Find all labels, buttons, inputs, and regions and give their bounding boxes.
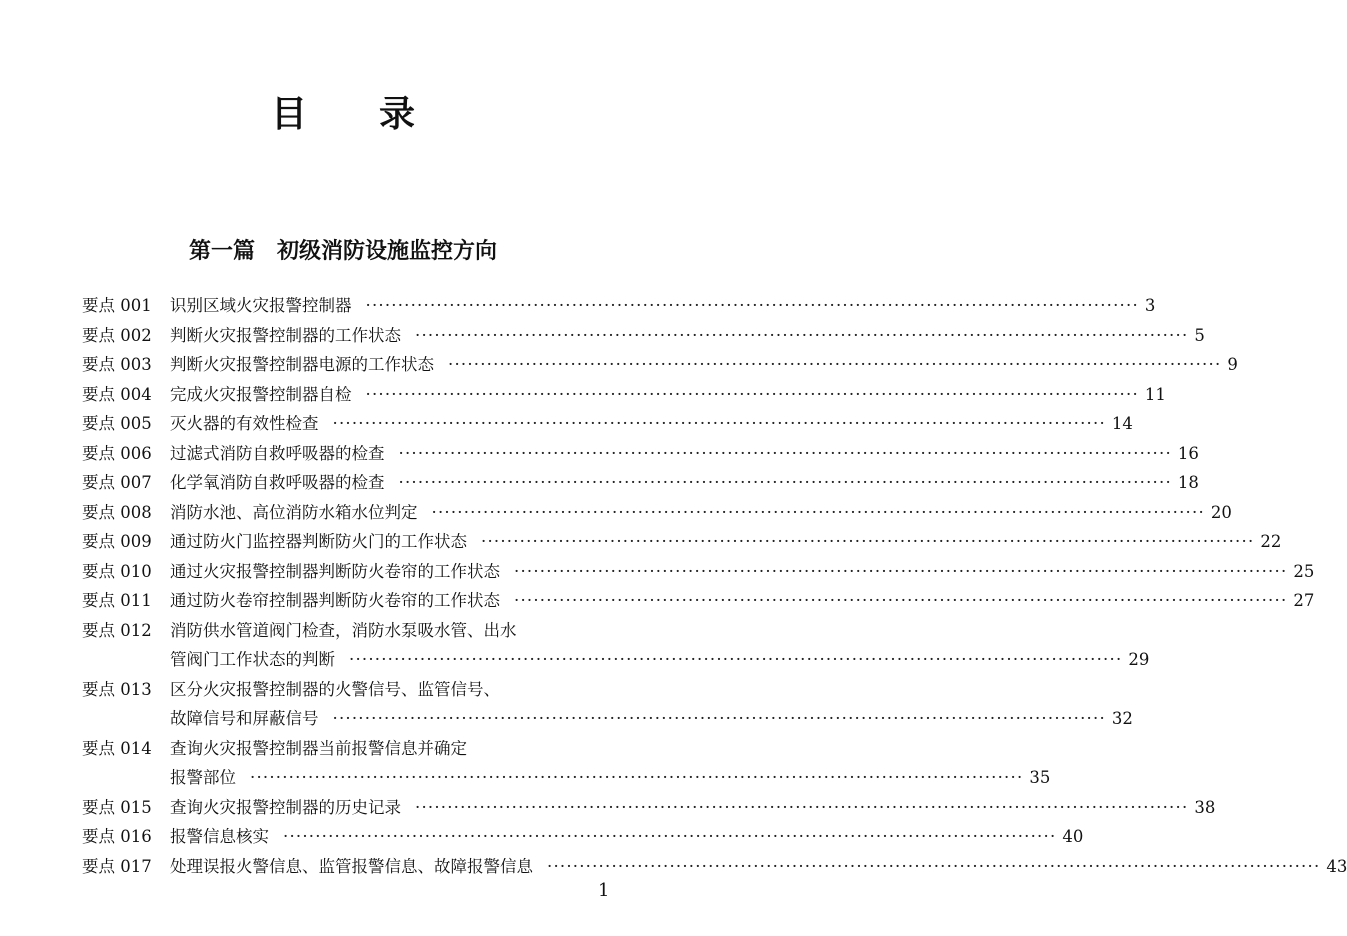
entry-page[interactable]: 32 <box>1111 709 1133 728</box>
entry-page[interactable]: 20 <box>1210 502 1232 522</box>
entry-body <box>170 498 1232 528</box>
entry-line <box>170 793 1216 823</box>
leader-dots: ························································································································ <box>365 384 1139 404</box>
entry-line <box>170 409 1133 439</box>
entry-body <box>170 409 1133 439</box>
toc-entry[interactable] <box>82 793 1216 823</box>
toc-entry[interactable] <box>82 557 1315 587</box>
entry-label: 要点 010 <box>82 561 152 581</box>
part-name: 第一篇 <box>188 239 255 264</box>
entry-page[interactable]: 18 <box>1177 473 1199 492</box>
entry-line <box>170 350 1238 380</box>
leader-dots: ························································································································ <box>332 414 1106 433</box>
leader-dots: ························································································································ <box>514 591 1288 610</box>
entry-line <box>170 763 1051 793</box>
entry-page[interactable]: 22 <box>1260 532 1282 551</box>
toc-entry[interactable] <box>82 350 1238 380</box>
entry-line <box>170 527 1282 557</box>
entry-label: 要点 009 <box>82 532 152 551</box>
entry-title: 故障信号和屏蔽信号 <box>170 709 319 728</box>
part-heading <box>0 234 686 265</box>
leader-dots: ························································································································ <box>415 325 1189 345</box>
entry-title: 判断火灾报警控制器电源的工作状态 <box>170 355 434 374</box>
entry-line <box>170 822 1084 852</box>
toc-entry[interactable] <box>82 409 1133 439</box>
entry-label: 要点 007 <box>82 473 152 492</box>
entry-title: 消防供水管道阀门检查，消防水泵吸水管、出水 <box>170 620 517 640</box>
entry-title: 报警部位 <box>170 768 236 787</box>
page-title <box>0 86 686 137</box>
entry-title: 灭火器的有效性检查 <box>170 414 319 433</box>
entry-page[interactable]: 27 <box>1293 591 1315 610</box>
entry-line <box>170 586 1315 616</box>
entry-body <box>170 734 1051 793</box>
entry-title: 消防水池、高位消防水箱水位判定 <box>170 502 418 522</box>
toc-entry[interactable] <box>82 380 1166 410</box>
toc-entry[interactable] <box>82 468 1199 498</box>
leader-dots: ························································································································ <box>431 502 1205 522</box>
entry-title: 判断火灾报警控制器的工作状态 <box>170 325 401 345</box>
entry-label: 要点 012 <box>82 620 152 640</box>
leader-dots: ························································································································ <box>448 355 1222 374</box>
leader-dots: ························································································································ <box>349 650 1123 669</box>
toc-list <box>82 291 1347 881</box>
leader-dots: ························································································································ <box>250 768 1024 787</box>
entry-label: 要点 001 <box>82 296 152 315</box>
entry-label: 要点 014 <box>82 738 152 758</box>
entry-body <box>170 468 1199 498</box>
entry-title: 完成火灾报警控制器自检 <box>170 384 352 404</box>
entry-title: 通过防火门监控器判断防火门的工作状态 <box>170 532 467 551</box>
entry-line <box>170 645 1150 675</box>
entry-label: 要点 015 <box>82 797 152 817</box>
entry-body <box>170 321 1205 351</box>
entry-line <box>170 498 1232 528</box>
entry-label: 要点 017 <box>82 856 152 876</box>
entry-label: 要点 004 <box>82 384 152 404</box>
entry-label: 要点 005 <box>82 414 152 433</box>
leader-dots: ························································································································ <box>365 296 1139 315</box>
entry-label: 要点 016 <box>82 827 152 846</box>
entry-body <box>170 380 1166 410</box>
page-number: 1 <box>598 880 610 901</box>
entry-title: 识别区域火灾报警控制器 <box>170 296 352 315</box>
entry-page[interactable]: 9 <box>1227 355 1238 374</box>
leader-dots: ························································································································ <box>415 797 1189 817</box>
entry-page[interactable]: 25 <box>1293 561 1315 581</box>
entry-body <box>170 350 1238 380</box>
entry-label: 要点 006 <box>82 443 152 463</box>
entry-page[interactable]: 16 <box>1177 443 1199 463</box>
toc-entry[interactable] <box>82 498 1232 528</box>
entry-line <box>170 704 1133 734</box>
entry-title: 处理误报火警信息、监管报警信息、故障报警信息 <box>170 856 533 876</box>
toc-entry[interactable] <box>82 675 1133 734</box>
entry-line <box>170 734 627 764</box>
entry-line <box>170 616 627 646</box>
toc-entry[interactable] <box>82 616 1150 675</box>
entry-label: 要点 008 <box>82 502 152 522</box>
entry-title: 报警信息核实 <box>170 827 269 846</box>
entry-body <box>170 557 1315 587</box>
entry-page[interactable]: 14 <box>1111 414 1133 433</box>
toc-entry[interactable] <box>82 852 1347 882</box>
entry-title: 管阀门工作状态的判断 <box>170 650 335 669</box>
toc-entry[interactable] <box>82 527 1282 557</box>
entry-page[interactable]: 5 <box>1194 325 1205 345</box>
entry-body <box>170 793 1216 823</box>
part-subtitle: 初级消防设施监控方向 <box>277 239 498 264</box>
leader-dots: ························································································································ <box>398 443 1172 463</box>
entry-title: 通过防火卷帘控制器判断防火卷帘的工作状态 <box>170 591 500 610</box>
entry-title: 查询火灾报警控制器当前报警信息并确定 <box>170 738 467 758</box>
entry-label: 要点 013 <box>82 679 152 699</box>
entry-line <box>170 439 1199 469</box>
entry-line <box>170 557 1315 587</box>
leader-dots: ························································································································ <box>547 856 1321 876</box>
toc-entry[interactable] <box>82 291 1156 321</box>
entry-body <box>170 439 1199 469</box>
entry-title: 查询火灾报警控制器的历史记录 <box>170 797 401 817</box>
entry-line <box>170 468 1199 498</box>
entry-page[interactable]: 38 <box>1194 797 1216 817</box>
title-char: 目 <box>270 93 307 135</box>
entry-page[interactable]: 35 <box>1029 768 1051 787</box>
toc-entry[interactable] <box>82 439 1199 469</box>
entry-page[interactable]: 29 <box>1128 650 1150 669</box>
toc-entry[interactable] <box>82 822 1084 852</box>
entry-page[interactable]: 11 <box>1144 384 1166 404</box>
toc-entry[interactable] <box>82 734 1051 793</box>
entry-label: 要点 003 <box>82 355 152 374</box>
leader-dots: ························································································································ <box>514 561 1288 581</box>
entry-body <box>170 291 1156 321</box>
entry-title: 化学氧消防自救呼吸器的检查 <box>170 473 385 492</box>
entry-line <box>170 852 1347 882</box>
entry-body <box>170 616 1150 675</box>
leader-dots: ························································································································ <box>398 473 1172 492</box>
entry-title: 通过火灾报警控制器判断防火卷帘的工作状态 <box>170 561 500 581</box>
entry-line <box>170 675 627 705</box>
entry-line <box>170 291 1156 321</box>
leader-dots: ························································································································ <box>481 532 1255 551</box>
entry-page[interactable]: 43 <box>1326 856 1347 876</box>
entry-title: 过滤式消防自救呼吸器的检查 <box>170 443 385 463</box>
entry-body <box>170 852 1347 882</box>
toc-entry[interactable] <box>82 321 1205 351</box>
entry-page[interactable]: 40 <box>1062 827 1084 846</box>
entry-body <box>170 527 1282 557</box>
entry-body <box>170 586 1315 616</box>
entry-label: 要点 011 <box>82 591 152 610</box>
entry-line <box>170 380 1166 410</box>
leader-dots: ························································································································ <box>332 709 1106 728</box>
leader-dots: ························································································································ <box>283 827 1057 846</box>
entry-page[interactable]: 3 <box>1144 296 1156 315</box>
toc-entry[interactable] <box>82 586 1315 616</box>
entry-label: 要点 002 <box>82 325 152 345</box>
entry-body <box>170 675 1133 734</box>
title-char: 录 <box>379 93 416 135</box>
entry-title: 区分火灾报警控制器的火警信号、监管信号、 <box>170 679 500 699</box>
entry-body <box>170 822 1084 852</box>
entry-line <box>170 321 1205 351</box>
